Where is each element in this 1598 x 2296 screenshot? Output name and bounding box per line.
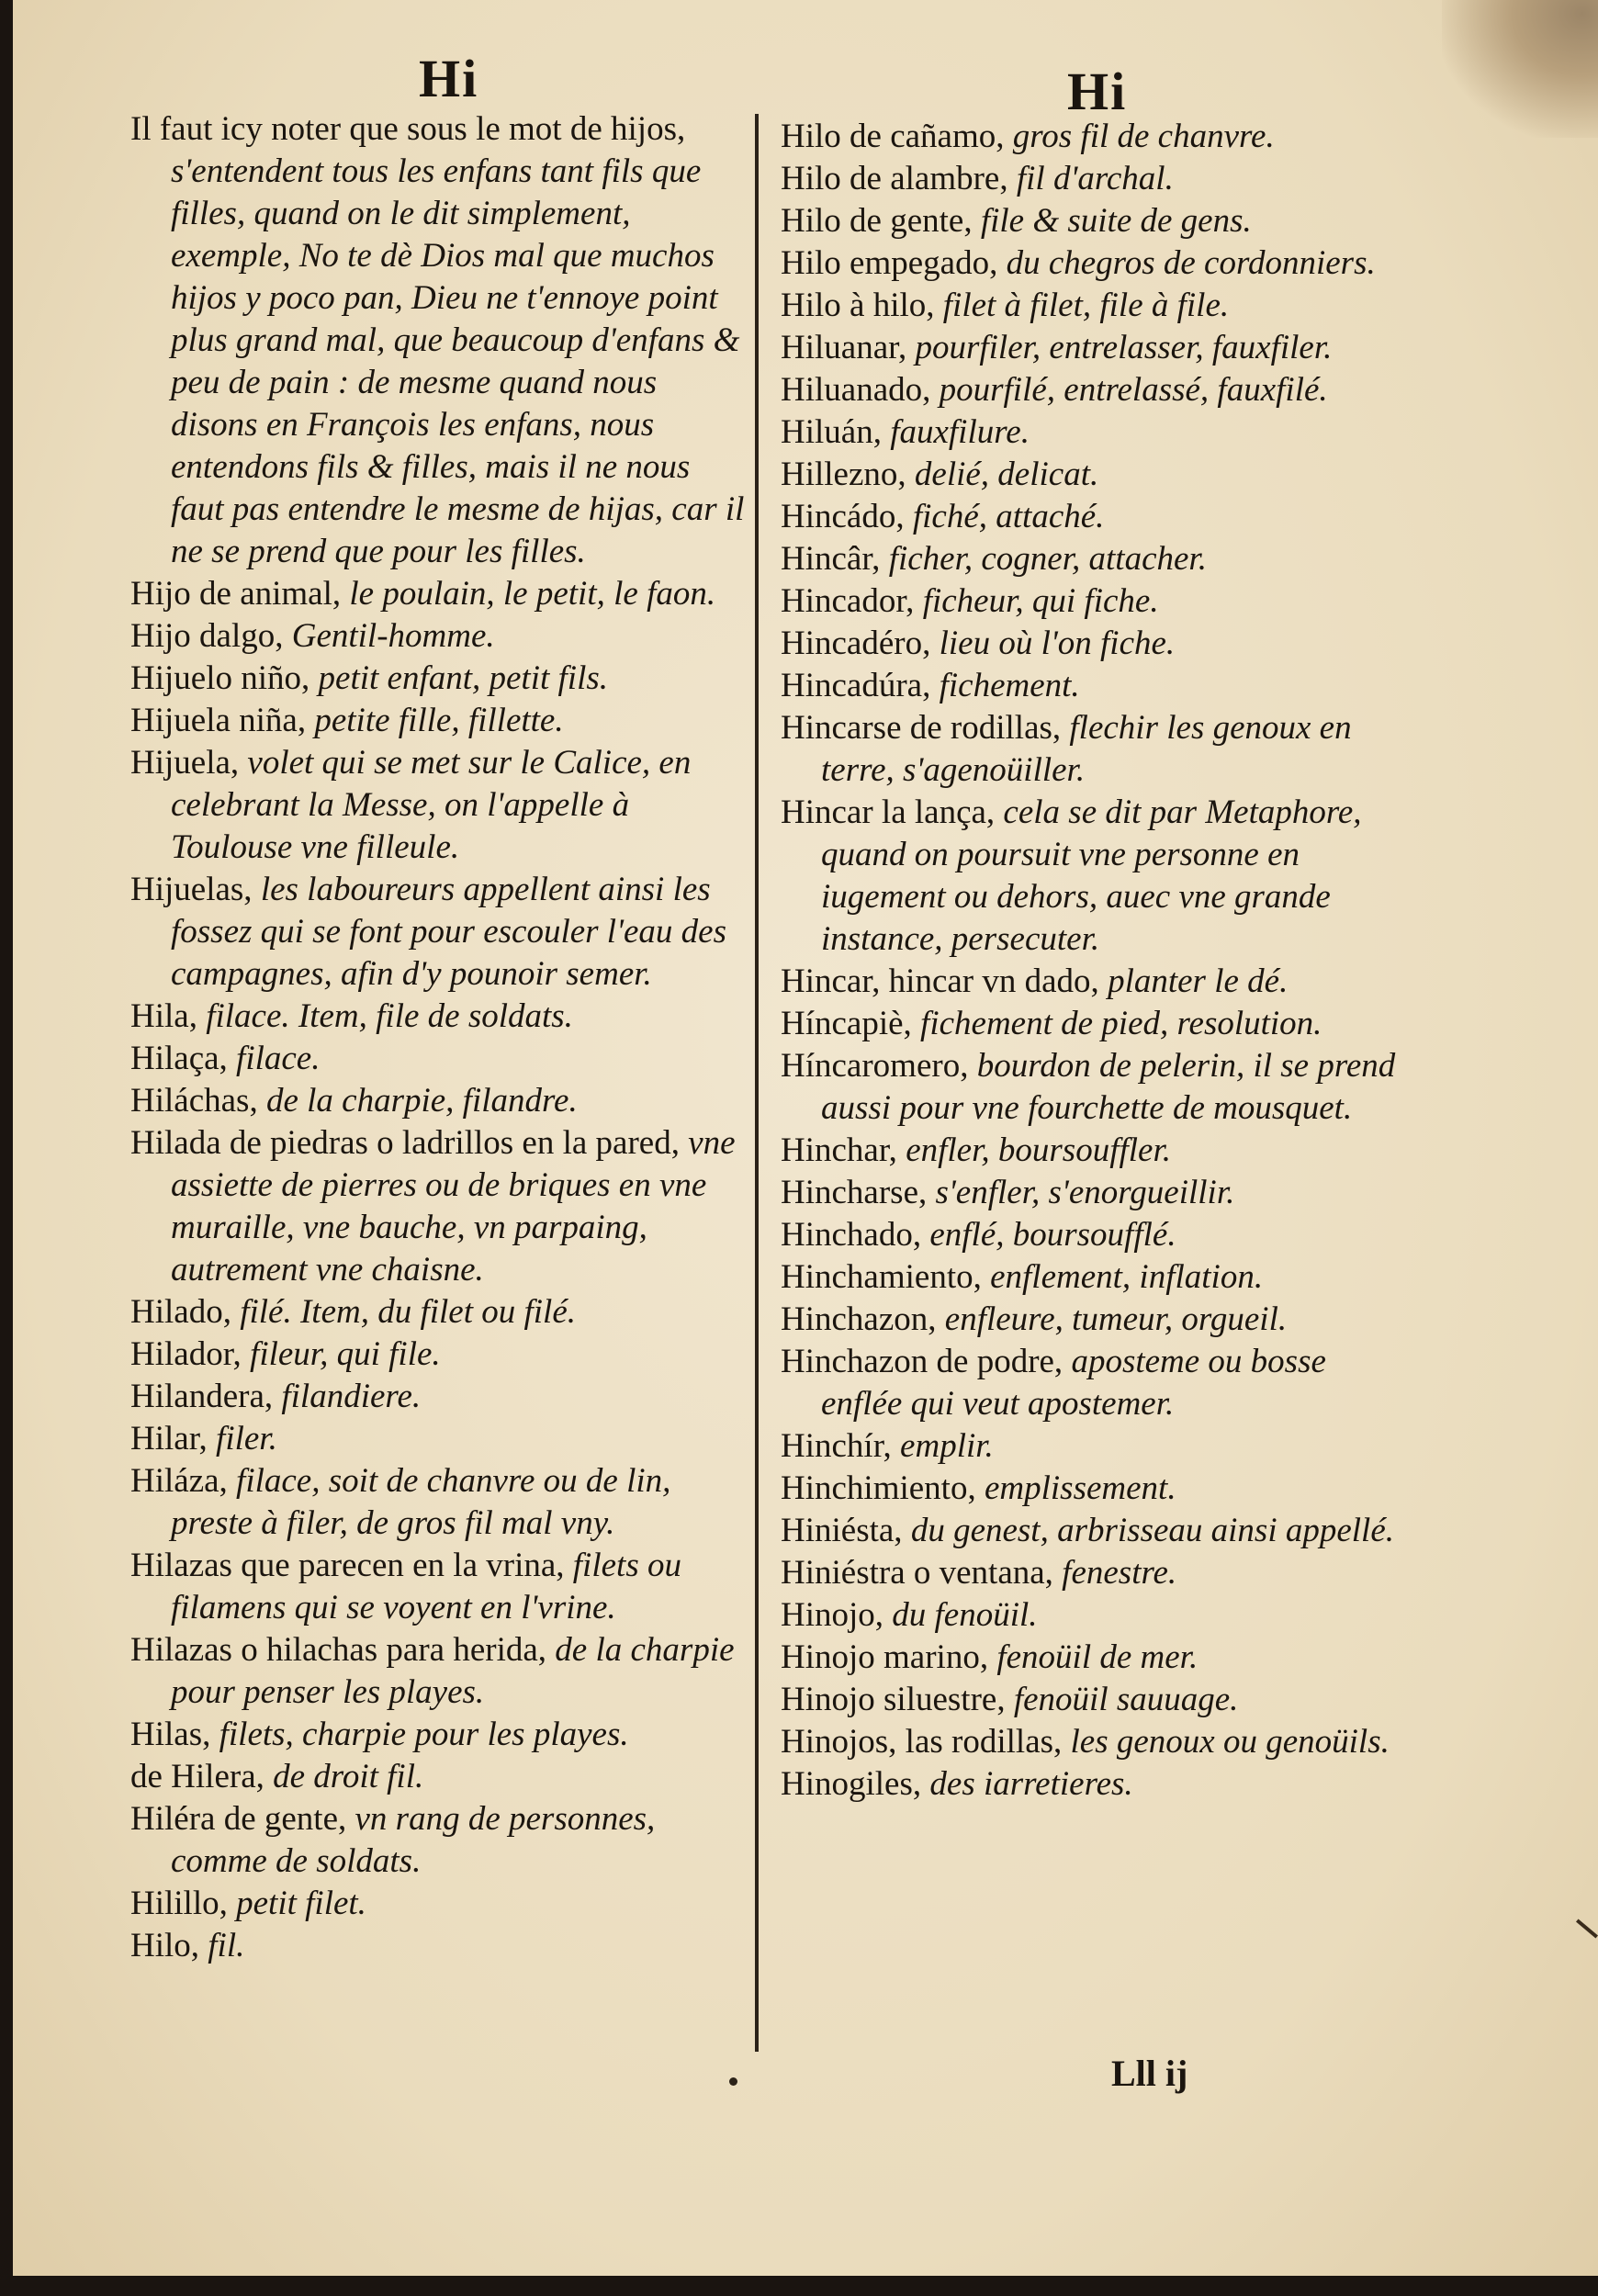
entry-definition: filet à filet, file à file.	[934, 287, 1230, 324]
entry-headword: Hilo à hilo,	[781, 287, 935, 324]
entry-headword: Hinchír,	[781, 1427, 892, 1465]
entry-headword: Hinojos, las rodillas,	[781, 1723, 1063, 1761]
entry-headword: Hilas,	[130, 1716, 211, 1753]
entry-headword: Hilar,	[130, 1420, 208, 1458]
entry-definition: petit enfant, petit fils.	[309, 659, 609, 697]
entry-headword: de Hilera,	[130, 1758, 264, 1795]
entry-definition: emplissement.	[975, 1469, 1176, 1507]
entry-headword: Hincadúra,	[781, 667, 931, 704]
entry-definition: bourdon de pelerin, il se prend aussi pour vne fourchette de mousquet.	[821, 1047, 1396, 1127]
entry-headword: Hila,	[130, 997, 197, 1035]
entry-definition: enfleure, tumeur, orgueil.	[936, 1300, 1288, 1338]
dictionary-entry	[130, 573, 751, 615]
entry-definition: de la charpie, filandre.	[257, 1082, 578, 1120]
dictionary-entry	[130, 1291, 751, 1334]
entry-definition: pourfiler, entrelasser, fauxfiler.	[906, 329, 1333, 366]
entry-headword: Hijuela,	[130, 744, 240, 782]
entry-headword: Híncapiè,	[781, 1005, 912, 1042]
dictionary-entry	[781, 1721, 1411, 1763]
entry-headword: Híncaromero,	[781, 1047, 969, 1085]
dictionary-entry	[781, 580, 1411, 623]
entry-headword: Hincâr,	[781, 540, 881, 578]
entry-headword: Hiluanar,	[781, 329, 907, 366]
entry-headword: Hinchamiento,	[781, 1258, 982, 1296]
entry-definition: des iarretieres.	[921, 1765, 1133, 1803]
entry-headword: Hinojo siluestre,	[781, 1681, 1006, 1718]
dictionary-entry	[781, 116, 1411, 158]
entry-definition: petit filet.	[227, 1885, 366, 1922]
dictionary-entry	[130, 658, 751, 700]
ink-spot	[729, 2077, 737, 2086]
entry-definition: flechir les genoux en terre, s'agenoüiller.	[821, 709, 1352, 789]
dictionary-entry	[781, 200, 1411, 242]
entry-headword: Hinogiles,	[781, 1765, 922, 1803]
dictionary-entry	[781, 327, 1411, 369]
entry-headword: Hiláchas,	[130, 1082, 258, 1120]
dictionary-entry	[130, 1334, 751, 1376]
dictionary-entry	[781, 1552, 1411, 1594]
entry-definition: s'entendent tous les enfans tant fils que filles, quand on le dit simplement, exemple, No te dè Dios mal que muchos hijos y poco pan, Dieu ne t'ennoye point plus grand mal, que beaucoup d'enfans & peu de pain : de mesme quand nous disons en François les enfans, nous entendons fils & filles, mais il ne nous faut pas entendre le mesme de hijas, car il ne se prend que pour les filles.	[171, 152, 745, 570]
entry-headword: Hijuelo niño,	[130, 659, 310, 697]
entry-definition: filace.	[227, 1040, 321, 1077]
entry-headword: Hincar la lança,	[781, 793, 996, 831]
dictionary-entry	[781, 1637, 1411, 1679]
dictionary-entry	[781, 496, 1411, 538]
dictionary-entry	[781, 1510, 1411, 1552]
dictionary-entry	[781, 1594, 1411, 1637]
dictionary-entry	[781, 961, 1411, 1003]
dictionary-entry	[130, 1418, 751, 1460]
entry-definition: delié, delicat.	[906, 456, 1099, 493]
entry-headword: Hilo de alambre,	[781, 160, 1008, 197]
entry-definition: enflement, inflation.	[981, 1258, 1264, 1296]
dictionary-entry	[130, 742, 751, 869]
entry-definition: filets ou filamens qui se voyent en l'vrine.	[171, 1547, 681, 1626]
entry-definition: fil.	[199, 1927, 245, 1964]
entry-definition: ficher, cogner, attacher.	[880, 540, 1207, 578]
dictionary-entry	[130, 1376, 751, 1418]
entry-headword: Hincarse de rodillas,	[781, 709, 1062, 747]
entry-definition: fichement.	[930, 667, 1080, 704]
entry-definition: vne assiette de pierres ou de briques en vne muraille, vne bauche, vn parpaing, autrement vne chaisne.	[171, 1124, 736, 1289]
entry-headword: Hiléra de gente,	[130, 1800, 347, 1838]
entry-headword: Hijuelas,	[130, 871, 253, 908]
dictionary-entry	[781, 285, 1411, 327]
dictionary-entry	[130, 996, 751, 1038]
dictionary-entry	[781, 158, 1411, 200]
entry-definition: file & suite de gens.	[972, 202, 1252, 240]
entry-definition: volet qui se met sur le Calice, en celebrant la Messe, on l'appelle à Toulouse vne filleule.	[171, 744, 692, 866]
entry-definition: fenoüil de mer.	[988, 1638, 1198, 1676]
left-column	[130, 108, 751, 1967]
entry-definition: petite fille, fillette.	[306, 702, 564, 739]
dictionary-entry	[781, 1045, 1411, 1130]
dictionary-entry	[781, 792, 1411, 961]
header-right: Hi	[1067, 62, 1128, 121]
dictionary-entry	[130, 1925, 751, 1967]
entry-headword: Hincador,	[781, 582, 915, 620]
entry-headword: Hilo empegado,	[781, 244, 998, 282]
dictionary-entry	[781, 623, 1411, 665]
entry-definition: lieu où l'on fiche.	[930, 625, 1176, 662]
dictionary-entry	[781, 454, 1411, 496]
entry-headword: Hincádo,	[781, 498, 905, 535]
entry-definition: s'enfler, s'enorgueillir.	[927, 1174, 1235, 1211]
column-rule	[755, 114, 759, 2052]
entry-headword: Hilandera,	[130, 1378, 274, 1415]
entry-definition: filace, soit de chanvre ou de lin, preste à filer, de gros fil mal vny.	[171, 1462, 671, 1542]
entry-definition: Gentil-homme.	[283, 617, 495, 655]
dictionary-entry	[781, 1468, 1411, 1510]
dictionary-entry	[130, 615, 751, 658]
dictionary-entry	[781, 1130, 1411, 1172]
entry-definition: fenestre.	[1052, 1554, 1177, 1592]
dictionary-entry	[130, 1038, 751, 1080]
dictionary-entry	[130, 1756, 751, 1798]
entry-headword: Hilo,	[130, 1927, 200, 1964]
entry-definition: les genoux ou genoüils.	[1062, 1723, 1390, 1761]
entry-headword: Hincadéro,	[781, 625, 931, 662]
header-left: Hi	[419, 49, 479, 108]
dictionary-entry	[781, 1214, 1411, 1256]
entry-definition: emplir.	[891, 1427, 994, 1465]
dictionary-entry	[781, 538, 1411, 580]
entry-headword: Hinojo,	[781, 1596, 884, 1634]
entry-definition: fileur, qui file.	[241, 1335, 441, 1373]
entry-definition: vn rang de personnes, comme de soldats.	[171, 1800, 656, 1880]
entry-definition: ficheur, qui fiche.	[914, 582, 1159, 620]
entry-headword: Hillezno,	[781, 456, 906, 493]
dictionary-entry	[781, 1341, 1411, 1425]
dictionary-entry	[130, 1545, 751, 1629]
entry-definition: le poulain, le petit, le faon.	[341, 575, 716, 613]
entry-headword: Hinchimiento,	[781, 1469, 976, 1507]
entry-headword: Hilazas que parecen en la vrina,	[130, 1547, 565, 1584]
entry-definition: fauxfilure.	[881, 413, 1030, 451]
entry-definition: filé. Item, du filet ou filé.	[231, 1293, 577, 1331]
entry-headword: Hijo dalgo,	[130, 617, 284, 655]
entry-headword: Hiláza,	[130, 1462, 228, 1500]
entry-headword: Hijuela niña,	[130, 702, 307, 739]
entry-definition: filace. Item, file de soldats.	[197, 997, 573, 1035]
dictionary-entry	[781, 1425, 1411, 1468]
entry-headword: Hincharse,	[781, 1174, 928, 1211]
page-signature: Lll ij	[1111, 2053, 1188, 2094]
entry-headword: Hilazas o hilachas para herida,	[130, 1631, 547, 1669]
entry-headword: Hinchazon,	[781, 1300, 937, 1338]
entry-definition: enflé, boursoufflé.	[921, 1216, 1176, 1254]
margin-mark	[1576, 1919, 1598, 1938]
entry-headword: Hiniéstra o ventana,	[781, 1554, 1053, 1592]
dictionary-entry	[130, 869, 751, 996]
entry-headword: Hinchado,	[781, 1216, 922, 1254]
entry-headword: Hilaça,	[130, 1040, 228, 1077]
entry-definition: aposteme ou bosse enflée qui veut apostemer.	[821, 1343, 1326, 1423]
dictionary-entry	[781, 242, 1411, 285]
entry-headword: Hinchazon de podre,	[781, 1343, 1063, 1380]
entry-definition: filer.	[207, 1420, 277, 1458]
entry-headword: Hincar, hincar vn dado,	[781, 962, 1099, 1000]
dictionary-entry	[781, 1003, 1411, 1045]
dictionary-entry	[781, 1172, 1411, 1214]
entry-headword: Hilo de gente,	[781, 202, 973, 240]
entry-definition: gros fil de chanvre.	[1004, 118, 1275, 155]
dictionary-entry	[781, 411, 1411, 454]
entry-definition: du genest, arbrisseau ainsi appellé.	[902, 1512, 1394, 1549]
entry-definition: du chegros de cordonniers.	[997, 244, 1376, 282]
dictionary-entry	[130, 1714, 751, 1756]
dictionary-entry	[130, 1629, 751, 1714]
entry-definition: fil d'archal.	[1007, 160, 1174, 197]
entry-headword: Hilo de cañamo,	[781, 118, 1005, 155]
dictionary-entry	[130, 1883, 751, 1925]
entry-headword: Hilado,	[130, 1293, 231, 1331]
entry-headword: Hilillo,	[130, 1885, 228, 1922]
entry-definition: filandiere.	[273, 1378, 422, 1415]
entry-definition: de la charpie pour penser les playes.	[171, 1631, 735, 1711]
dictionary-entry	[781, 1299, 1411, 1341]
entry-definition: pourfilé, entrelassé, fauxfilé.	[930, 371, 1328, 409]
right-column	[781, 116, 1411, 1806]
entry-definition: filets, charpie pour les playes.	[210, 1716, 629, 1753]
dictionary-entry	[781, 1763, 1411, 1806]
entry-definition: cela se dit par Metaphore, quand on poursuit vne personne en iugement ou dehors, auec vne grande instance, persecuter.	[821, 793, 1362, 958]
dictionary-entry	[130, 700, 751, 742]
dictionary-entry	[781, 665, 1411, 707]
dictionary-entry	[781, 369, 1411, 411]
entry-definition: enfler, boursouffler.	[896, 1131, 1171, 1169]
dictionary-entry	[781, 1256, 1411, 1299]
dictionary-entry	[130, 1080, 751, 1122]
entry-headword: Hinojo marino,	[781, 1638, 989, 1676]
entry-headword: Hiluanado,	[781, 371, 931, 409]
entry-definition: fichement de pied, resolution.	[911, 1005, 1322, 1042]
page-stain	[1442, 0, 1598, 138]
entry-headword: Hijo de animal,	[130, 575, 342, 613]
dictionary-entry	[781, 707, 1411, 792]
dictionary-entry	[130, 1460, 751, 1545]
entry-definition: planter le dé.	[1098, 962, 1289, 1000]
entry-definition: du fenoüil.	[883, 1596, 1038, 1634]
entry-definition: fenoüil sauuage.	[1005, 1681, 1239, 1718]
entry-headword: Hinchar,	[781, 1131, 897, 1169]
entry-definition: les laboureurs appellent ainsi les fossez qui se font pour escouler l'eau des campagnes, afin d'y pounoir semer.	[171, 871, 726, 993]
entry-headword: Il faut icy noter que sous le mot de hijos,	[130, 110, 686, 148]
entry-definition: de droit fil.	[264, 1758, 424, 1795]
entry-headword: Hiluán,	[781, 413, 882, 451]
book-page	[13, 0, 1598, 2276]
dictionary-entry	[130, 1122, 751, 1291]
entry-definition: fiché, attaché.	[904, 498, 1105, 535]
entry-headword: Hiniésta,	[781, 1512, 903, 1549]
dictionary-entry	[130, 108, 751, 573]
dictionary-entry	[781, 1679, 1411, 1721]
entry-headword: Hilada de piedras o ladrillos en la pared,	[130, 1124, 680, 1162]
dictionary-entry	[130, 1798, 751, 1883]
entry-headword: Hilador,	[130, 1335, 242, 1373]
